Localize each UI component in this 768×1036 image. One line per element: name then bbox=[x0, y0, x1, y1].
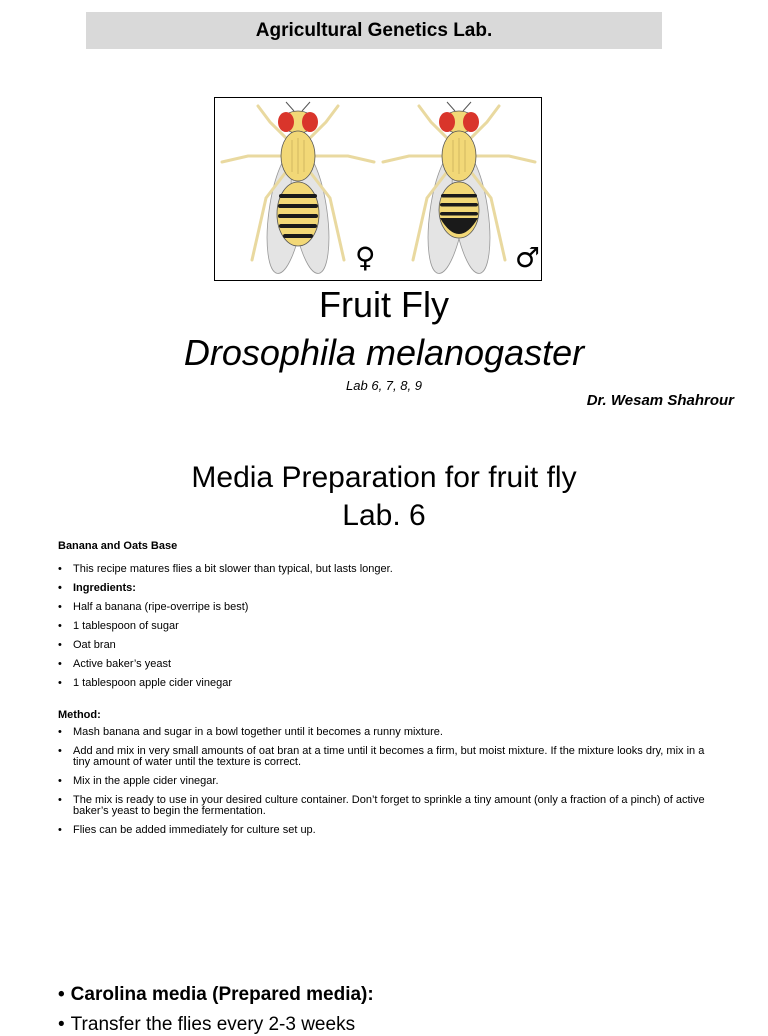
fruit-fly-figure bbox=[214, 97, 542, 281]
method-heading: Method: bbox=[58, 709, 101, 721]
section-subtitle: Lab. 6 bbox=[342, 499, 426, 532]
labs-subtitle: Lab 6, 7, 8, 9 bbox=[346, 378, 422, 393]
list-item-ingredients: • Ingredients: bbox=[58, 583, 136, 594]
male-fly bbox=[383, 102, 535, 276]
carolina-heading-text: Carolina media (Prepared media): bbox=[70, 984, 374, 1005]
carolina-next-line-text: Transfer the flies every 2-3 weeks bbox=[70, 1014, 356, 1035]
list-item: • Mash banana and sugar in a bowl together until it becomes a runny mixture. bbox=[58, 727, 708, 738]
list-item: • 1 tablespoon apple cider vinegar bbox=[58, 678, 232, 689]
list-item: • Active baker’s yeast bbox=[58, 659, 171, 670]
female-fly bbox=[222, 102, 374, 276]
carolina-next-line bbox=[58, 1014, 355, 1036]
carolina-heading bbox=[58, 984, 374, 1006]
list-item: • Mix in the apple cider vinegar. bbox=[58, 776, 708, 787]
page-header-title: Agricultural Genetics Lab. bbox=[255, 19, 493, 41]
list-item: • The mix is ready to use in your desired culture container. Don’t forget to sprinkle a tiny amount (only a fraction of a pinch) of active baker’s yeast to begin the fermentation. bbox=[58, 795, 708, 817]
list-item: • 1 tablespoon of sugar bbox=[58, 621, 179, 632]
male-symbol: ♂ bbox=[515, 241, 541, 274]
author-name: Dr. Wesam Shahrour bbox=[586, 392, 734, 409]
list-item: • Add and mix in very small amounts of oat bran at a time until it becomes a firm, but moist mixture. If the mixture looks dry, mix in a tiny amount of water until the texture is correct. bbox=[58, 746, 708, 768]
common-name-title: Fruit Fly bbox=[319, 284, 449, 325]
scientific-name-title: Drosophila melanogaster bbox=[183, 332, 585, 373]
list-item: • Oat bran bbox=[58, 640, 116, 651]
female-symbol: ♀ bbox=[355, 241, 376, 274]
section-title: Media Preparation for fruit fly bbox=[191, 461, 577, 494]
header-bar bbox=[86, 12, 662, 49]
fruit-fly-illustration bbox=[215, 98, 541, 280]
list-item: • Flies can be added immediately for culture set up. bbox=[58, 825, 708, 836]
recipe-heading: Banana and Oats Base bbox=[58, 540, 178, 552]
list-item: • This recipe matures flies a bit slower than typical, but lasts longer. bbox=[58, 564, 393, 575]
list-item: • Half a banana (ripe-overripe is best) bbox=[58, 602, 248, 613]
